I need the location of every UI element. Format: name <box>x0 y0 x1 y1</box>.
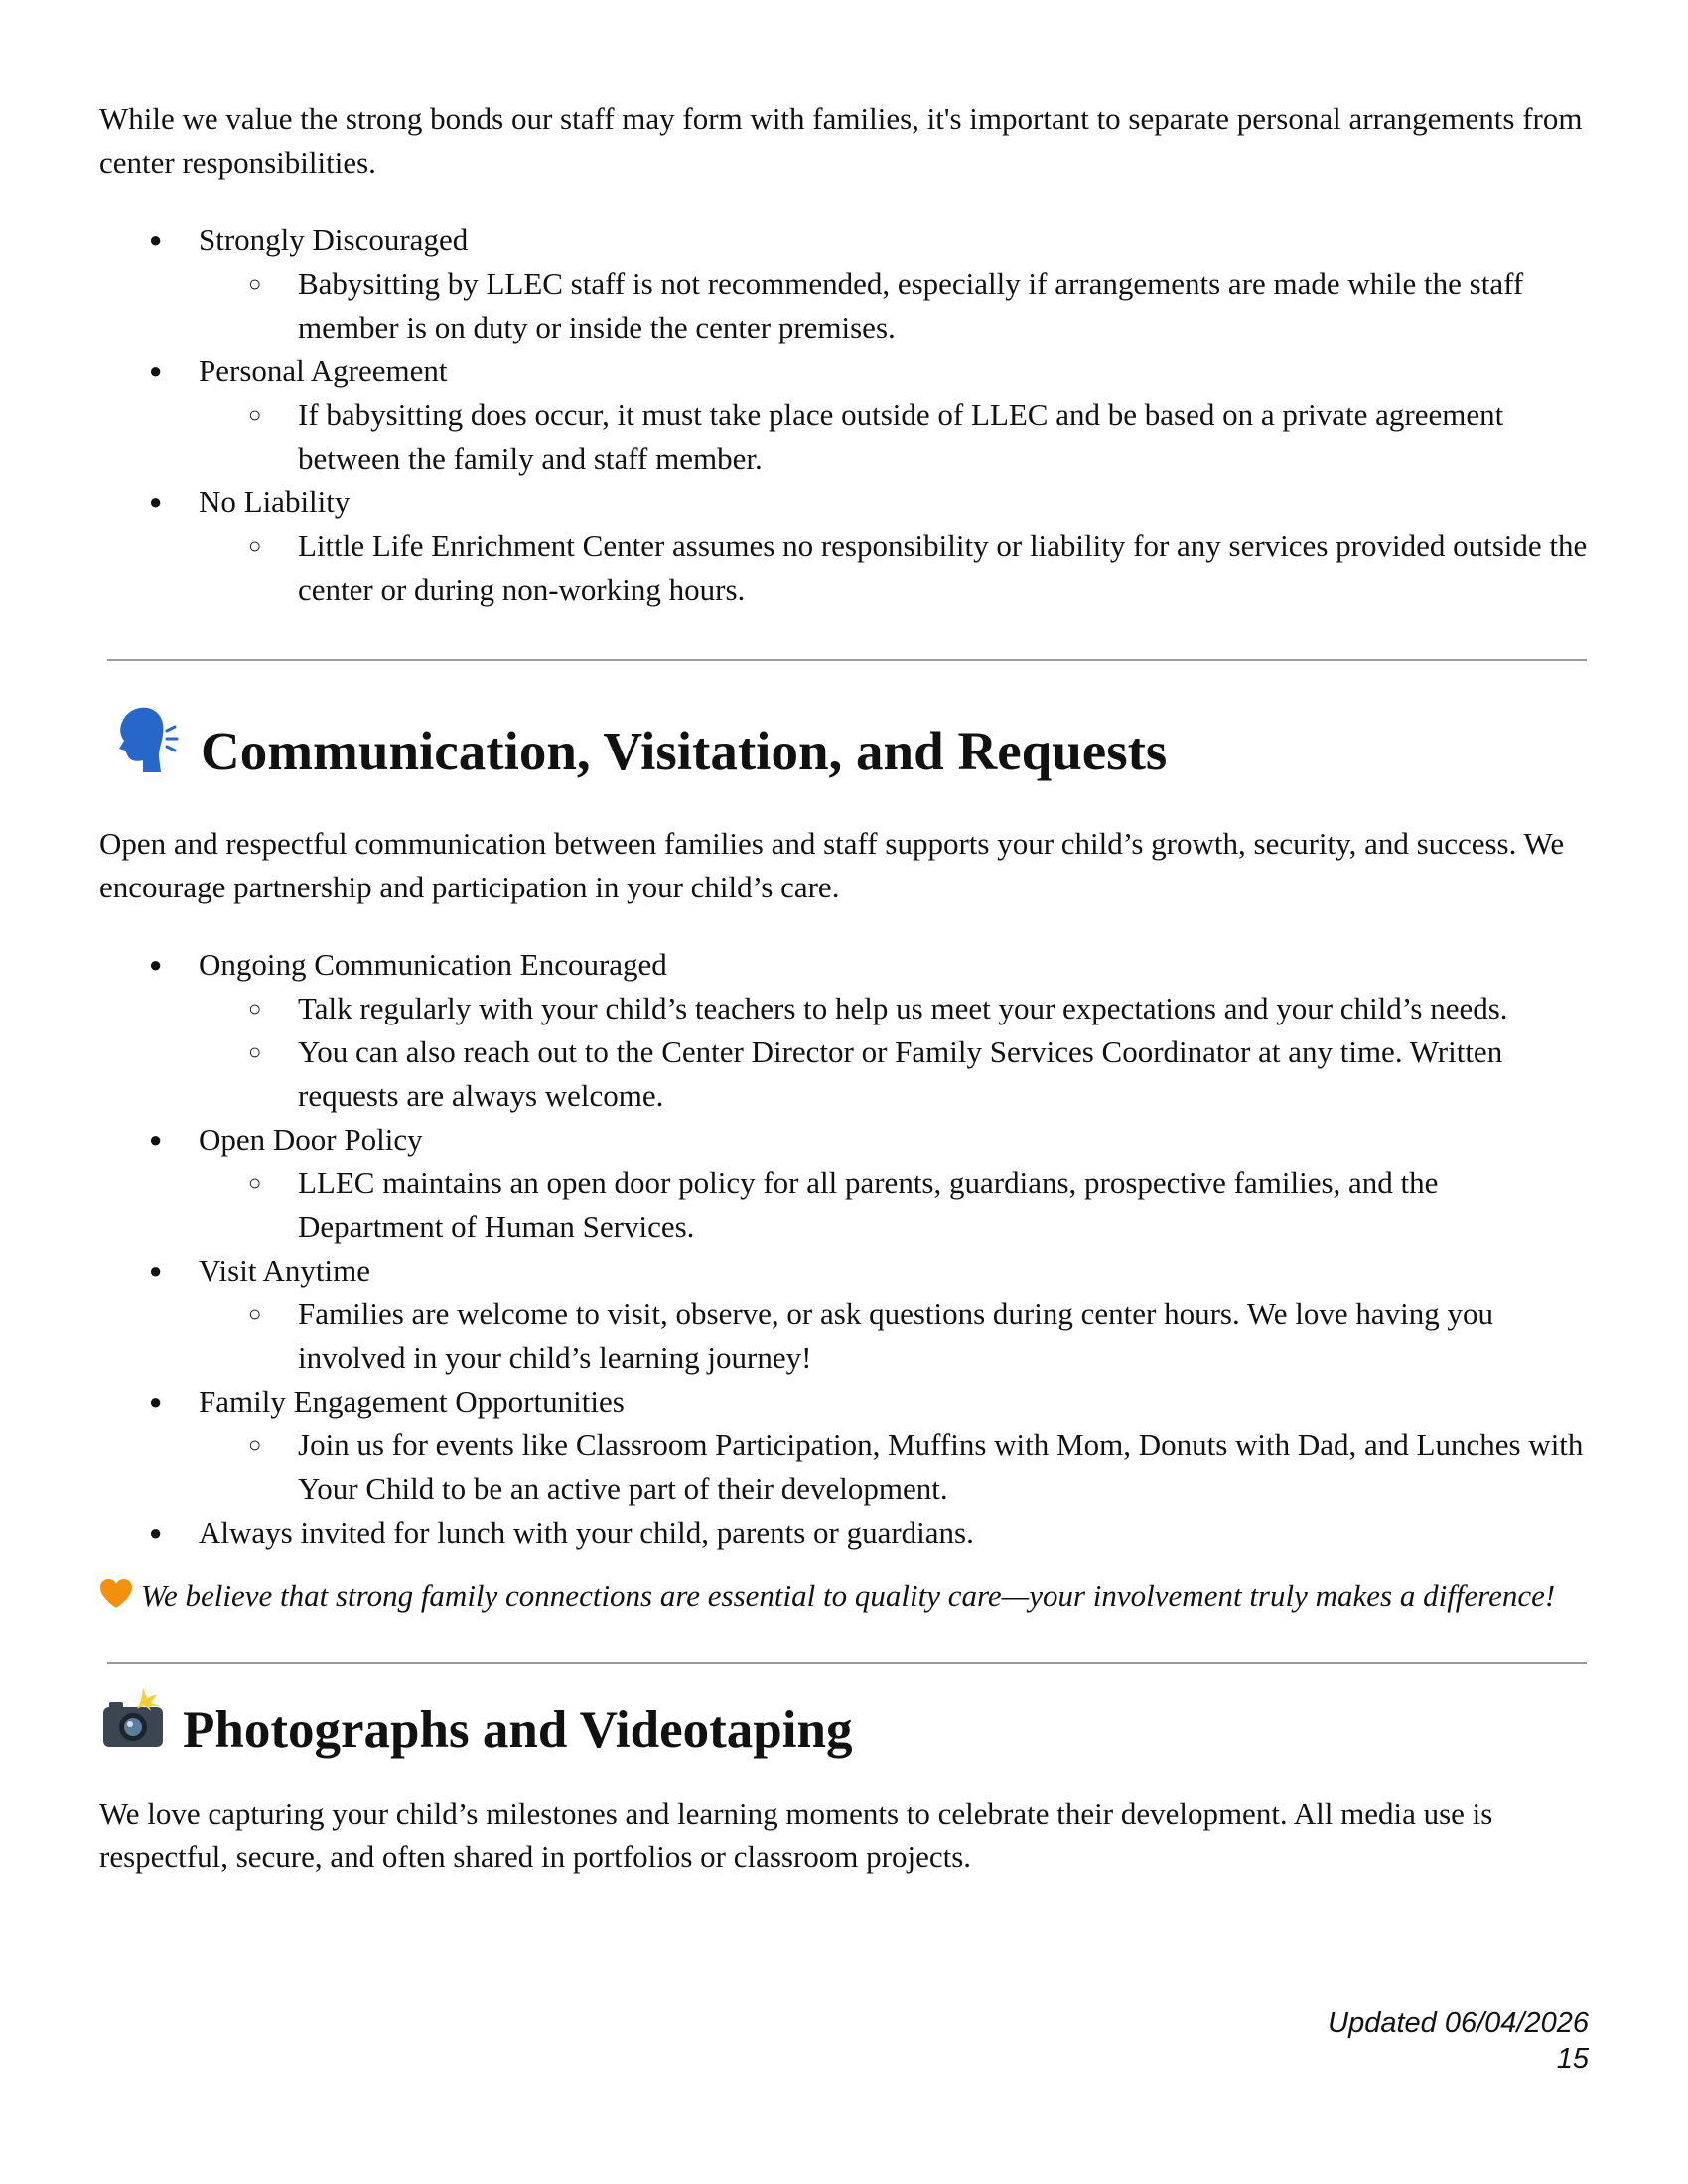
section-divider <box>107 1662 1587 1664</box>
babysitting-list <box>99 218 1589 612</box>
updated-date: Updated 06/04/2026 <box>1328 2007 1589 2039</box>
sub-list-item: ○ Talk regularly with your child’s teachers to help us meet your expectations and your child’s needs. <box>199 987 1589 1030</box>
communication-title: Communication, Visitation, and Requests <box>201 721 1168 781</box>
sub-list-item: ○ LLEC maintains an open door policy for all parents, guardians, prospective families, and the Department of Human Services. <box>199 1161 1589 1249</box>
photos-title: Photographs and Videotaping <box>183 1701 853 1759</box>
list-item-label: Personal Agreement <box>199 353 448 388</box>
sub-list-item: ○ Join us for events like Classroom Participation, Muffins with Mom, Donuts with Dad, and Lunches with Your Child to be an active part of their development. <box>199 1424 1589 1511</box>
list-item-label: Strongly Discouraged <box>199 222 469 257</box>
orange-heart-icon <box>99 1578 133 1622</box>
family-note-text: We believe that strong family connections are essential to quality care—your involvement truly makes a difference! <box>141 1578 1556 1613</box>
list-item-label: Always invited for lunch with your child, parents or guardians. <box>199 1515 974 1550</box>
page-number: 15 <box>1556 2043 1589 2075</box>
list-item <box>99 1249 1589 1380</box>
communication-list <box>99 943 1589 1555</box>
sub-list-item: ○ Families are welcome to visit, observe, or ask questions during center hours. We love having you involved in your child’s learning journey! <box>199 1293 1589 1380</box>
communication-intro: Open and respectful communication between families and staff supports your child’s growth, security, and success. We encourage partnership and participation in your child’s care. <box>99 826 1565 904</box>
sub-list-item: ○ You can also reach out to the Center Director or Family Services Coordinator at any time. Written requests are always welcome. <box>199 1030 1589 1118</box>
list-item-label: No Liability <box>199 484 351 519</box>
section-divider <box>107 659 1587 661</box>
list-item-label: Ongoing Communication Encouraged <box>199 947 667 982</box>
document-page <box>99 97 1589 1879</box>
list-item <box>99 1118 1589 1249</box>
sub-list-item: ○ Babysitting by LLEC staff is not recommended, especially if arrangements are made while the staff member is on duty or inside the center premises. <box>199 262 1589 349</box>
speaking-head-icon <box>99 701 179 802</box>
list-item <box>99 218 1589 349</box>
list-item <box>99 943 1589 1118</box>
photos-intro: We love capturing your child’s milestones and learning moments to celebrate their development. All media use is respectful, secure, and often shared in portfolios or classroom projects. <box>99 1796 1493 1874</box>
list-item <box>99 349 1589 480</box>
photos-heading <box>99 1686 1589 1774</box>
list-item <box>99 1511 1589 1555</box>
intro-paragraph: While we value the strong bonds our staff may form with families, it's important to separate personal arrangements from center responsibilities. <box>99 101 1583 180</box>
communication-heading <box>99 701 1589 802</box>
sub-list-item: ○ If babysitting does occur, it must take place outside of LLEC and be based on a private agreement between the family and staff member. <box>199 393 1589 480</box>
sub-list-item: ○ Little Life Enrichment Center assumes no responsibility or liability for any services provided outside the center or during non-working hours. <box>199 524 1589 612</box>
list-item-label: Family Engagement Opportunities <box>199 1384 625 1419</box>
list-item <box>99 480 1589 612</box>
camera-flash-icon <box>99 1686 167 1774</box>
family-note <box>99 1574 1589 1622</box>
list-item <box>99 1380 1589 1511</box>
list-item-label: Visit Anytime <box>199 1253 370 1288</box>
list-item-label: Open Door Policy <box>199 1122 423 1157</box>
page-footer <box>1328 2005 1589 2077</box>
